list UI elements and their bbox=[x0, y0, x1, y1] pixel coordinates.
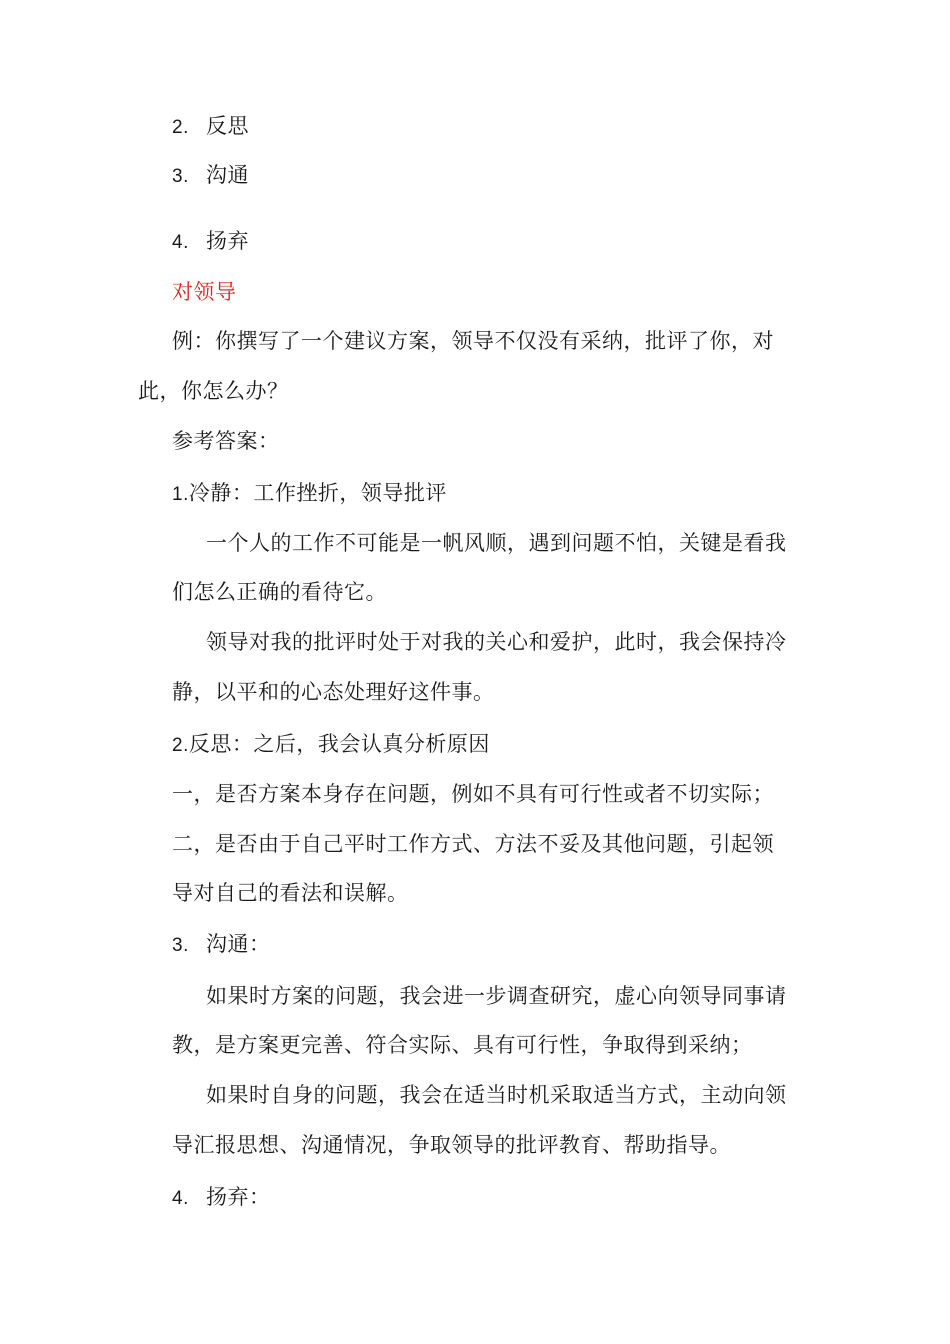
list-item bbox=[172, 112, 249, 142]
paragraph-line: 二，是否由于自己平时工作方式、方法不妥及其他问题，引起领 bbox=[172, 832, 774, 856]
paragraph-line: 导对自己的看法和误解。 bbox=[172, 881, 409, 905]
list-item bbox=[172, 161, 249, 191]
list-text: 反思 bbox=[206, 114, 249, 138]
paragraph-line: 一，是否方案本身存在问题，例如不具有可行性或者不切实际； bbox=[172, 782, 774, 806]
list-number: 2. bbox=[172, 117, 189, 138]
list-number: 3. bbox=[172, 166, 189, 187]
point-number: 3. bbox=[172, 935, 189, 956]
point-heading bbox=[172, 930, 271, 960]
point-heading bbox=[172, 730, 490, 760]
point-number: 4. bbox=[172, 1188, 189, 1209]
answer-label: 参考答案： bbox=[172, 429, 280, 453]
paragraph-line: 们怎么正确的看待它。 bbox=[172, 580, 387, 604]
section-heading: 对领导 bbox=[172, 280, 237, 304]
paragraph-line: 一个人的工作不可能是一帆风顺，遇到问题不怕，关键是看我 bbox=[206, 531, 787, 555]
paragraph-line: 教，是方案更完善、符合实际、具有可行性，争取得到采纳； bbox=[172, 1033, 753, 1057]
list-text: 沟通 bbox=[206, 163, 249, 187]
list-number: 4. bbox=[172, 232, 189, 253]
point-heading bbox=[172, 479, 447, 509]
point-heading bbox=[172, 1183, 271, 1213]
list-item bbox=[172, 227, 249, 257]
point-title: 沟通： bbox=[206, 932, 271, 956]
point-number: 1. bbox=[172, 484, 189, 505]
point-number: 2. bbox=[172, 735, 189, 756]
paragraph-line: 导汇报思想、沟通情况，争取领导的批评教育、帮助指导。 bbox=[172, 1133, 731, 1157]
paragraph-line: 如果时方案的问题，我会进一步调查研究，虚心向领导同事请 bbox=[206, 984, 787, 1008]
list-text: 扬弃 bbox=[206, 229, 249, 253]
point-title: 冷静：工作挫折，领导批评 bbox=[188, 481, 447, 505]
paragraph-line: 如果时自身的问题，我会在适当时机采取适当方式，主动向领 bbox=[206, 1083, 787, 1107]
paragraph-line: 静，以平和的心态处理好这件事。 bbox=[172, 680, 495, 704]
point-title: 反思：之后，我会认真分析原因 bbox=[188, 732, 490, 756]
example-question-line: 例：你撰写了一个建议方案，领导不仅没有采纳，批评了你，对 bbox=[172, 329, 774, 353]
example-question-line: 此，你怎么办？ bbox=[138, 379, 289, 403]
point-title: 扬弃： bbox=[206, 1185, 271, 1209]
paragraph-line: 领导对我的批评时处于对我的关心和爱护，此时，我会保持冷 bbox=[206, 630, 787, 654]
